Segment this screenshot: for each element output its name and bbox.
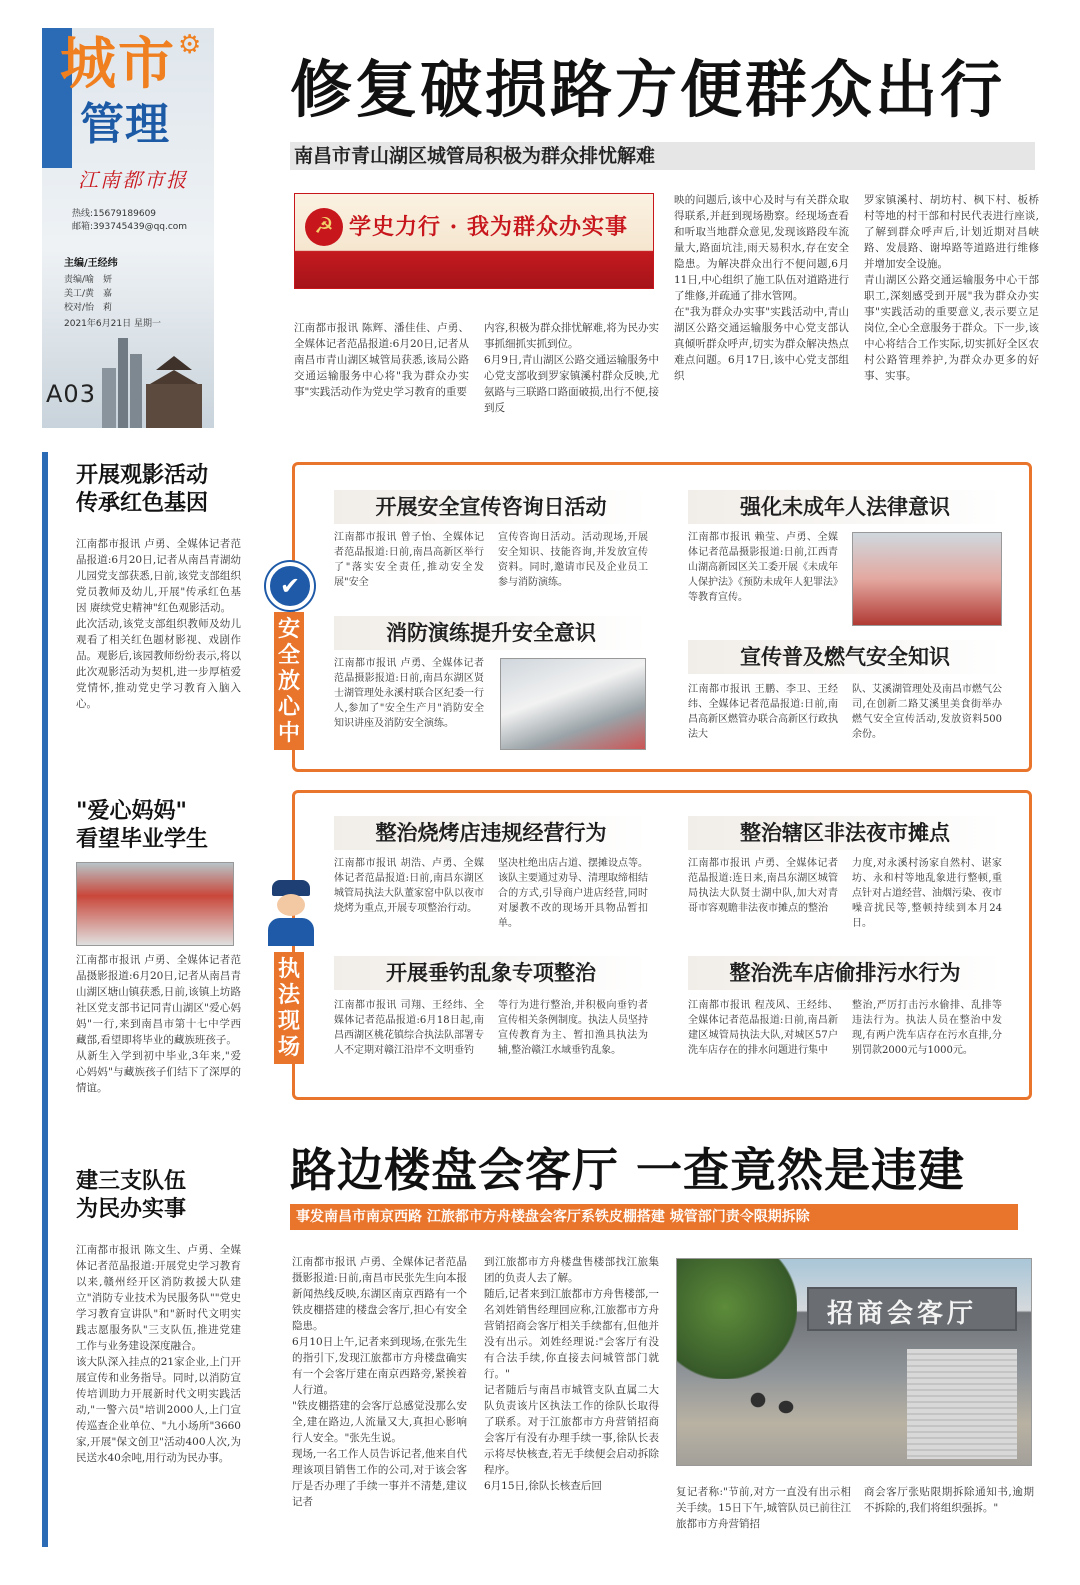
second-col-2: 到江旅都市方舟楼盘售楼部找江旅集团的负责人去了解。 随后,记者来到江旅都市方舟售楼部,一名刘姓销售经理回应称,江旅都市方舟营销招商会客厅相关手续都有,但他并没有出示。刘姓经理说:"会客厅有没有合法手续,你直接去问城管部门就行。" 记者随后与南昌市城管支队直属二大队负责该片区执法工作的徐队长取得了联系。对于江旅都市方舟营销招商会客厅有没有办理手续一事,徐队长表示将尽快核查,若无手续便会启动拆除程序。 6月15日,徐队长核查后回: [484, 1256, 659, 1492]
banner-text: 学史力行 · 我为群众办实事: [349, 214, 628, 240]
second-subheadline: 事发南昌市南京西路 江旅都市方舟楼盘会客厅系铁皮棚搭建 城管部门责令限期拆除: [290, 1204, 1018, 1230]
second-col-1: 江南都市报讯 卢勇、全媒体记者范晶摄影报道:日前,南昌市民张先生向本报新闻热线反映,东湖区南京西路有一个铁皮棚搭建的楼盘会客厅,担心有安全隐患。 6月10日上午,记者来到现场,在张先生的指引下,发现江旅都市方舟楼盘确实有一个会客厅建在南京西路旁,紧挨着人行道。 "铁皮棚搭建的会客厅总感觉没那么安全,建在路边,人流量又大,真担心影响行人安全。"张先生说。 现场,一名工作人员告诉记者,他来自代理该项目销售工作的公司,对于该会客厅是否办理了手续一事并不清楚,建议记者: [292, 1256, 467, 1508]
hotline: 热线:15679189609: [72, 209, 157, 219]
enforcement-title-4: 整治洗车店偷排污水行为: [688, 956, 1002, 990]
enforcement-3-body-b: 等行为进行整治,并积极向垂钓者宣传相关条例制度。执法人员坚持宣传教育为主、暂扣渔具执法为辅,整治赣江水域垂钓乱象。: [498, 1000, 648, 1056]
main-headline: 修复破损路方便群众出行: [290, 53, 1006, 126]
officer-icon: [266, 880, 316, 946]
sales-office-photo: [676, 1258, 1032, 1466]
enforcement-1-body-b: 坚决杜绝出店占道、摆摊设点等。该队主要通过劝导、清理取缔相结合的方式,引导商户进店经营,同时对屡教不改的现场开具物品暂扣单。: [498, 858, 648, 929]
safety-3-body: 江南都市报讯 卢勇、全媒体记者范晶摄影报道:日前,南昌东湖区贤士湖管理处永溪村联合区纪委一行人,参加了"安全生产月"消防安全知识讲座及消防安全演练。: [334, 658, 484, 729]
party-emblem-icon: ☭: [305, 208, 343, 246]
sidebar-2-body: 江南都市报讯 卢勇、全媒体记者范晶摄影报道:6月20日,记者从南昌青山湖区塘山镇获悉,日前,该镇上坊路社区党支部书记同青山湖区"爱心妈妈"一行,来到南昌市第十七中学西藏部,看望即将毕业的藏族班孩子。 从新生入学到初中毕业,3年来,"爱心妈妈"与藏族孩子们结下了深厚的情谊。: [76, 954, 241, 1094]
enforcement-3-body-a: 江南都市报讯 司翔、王经纬、全媒体记者范晶报道:6月18日起,南昌西湖区桃花镇综合执法队部署专人不定期对赣江沿岸不文明垂钓: [334, 1000, 484, 1056]
enforcement-4-body-b: 整治,严厉打击污水偷排、乱排等违法行为。执法人员在整治中发现,有两户洗车店存在污水直排,分别罚款2000元与1000元。: [852, 1000, 1002, 1056]
sidebar-1-headline-2: 传承红色基因: [76, 491, 209, 516]
safety-title-4: 宣传普及燃气安全知识: [688, 640, 1002, 674]
safety-2-photo: [852, 532, 1002, 626]
sidebar-3-headline-1: 建三支队伍: [76, 1169, 187, 1194]
main-col-3: 映的问题后,该中心及时与有关群众取得联系,并赶到现场勘察。经现场查看和听取当地群众意见,发现该路段车流量大,路面坑洼,雨天易积水,存在安全隐患。为解决群众出行不便问题,6月11日,中心组织了施工队伍对道路进行了维修,并疏通了排水管网。 在"我为群众办实事"实践活动中,青山湖区公路交通运输服务中心党支部认真倾听群众呼声,切实为群众解决热点难点问题。6月17日,该中心党支部组织: [674, 194, 849, 382]
main-col-1: 江南都市报讯 陈辉、潘佳佳、卢勇、全媒体记者范晶报道:6月20日,记者从南昌市青山湖区城管局获悉,该局公路交通运输服务中心将"我为群众办实事"实践活动作为党史学习教育的重要: [294, 322, 469, 398]
enforcement-title-3: 开展垂钓乱象专项整治: [334, 956, 648, 990]
sidebar-story-3: [76, 1168, 241, 1547]
safety-4-body-b: 队、艾溪湖管理处及南昌市燃气公司,在创新二路艾溪里美食街举办燃气安全宣传活动,发放资料500余份。: [852, 684, 1002, 740]
sidebar-1-headline-1: 开展观影活动: [76, 463, 209, 488]
photo-sign-text: 招商会客厅: [827, 1299, 978, 1329]
safety-4-body-a: 江南都市报讯 王鹏、李卫、王经纬、全媒体记者范晶报道:日前,南昌高新区燃管办联合高新区行政执法大: [688, 684, 838, 740]
enforcement-section-label: 执法现场: [274, 952, 304, 1064]
sidebar-story-1: [76, 462, 241, 756]
masthead: [42, 28, 214, 428]
email: 邮箱:393745439@qq.com: [72, 222, 188, 232]
art-editor: 美工/黄 嘉: [64, 289, 113, 299]
photo-tree: [677, 1259, 797, 1379]
proofreader: 校对/怡 莉: [64, 303, 113, 313]
second-col-4: 商会客厅张贴限期拆除通知书,逾期不拆除的,我们将组织强拆。": [864, 1486, 1034, 1514]
city-skyline: [98, 328, 210, 428]
shield-check-icon: ✔: [266, 562, 314, 610]
sidebar-rule: [42, 452, 48, 1547]
safety-section-label: 安全放心中: [274, 612, 304, 750]
editor-in-chief: 主编/王经纬: [64, 258, 118, 269]
sidebar-2-photo: [76, 862, 234, 946]
main-col-4: 罗家镇溪村、胡坊村、枫下村、板桥村等地的村干部和村民代表进行座谈,了解到群众呼声后,计划近期对昌峡路、发晨路、谢埠路等道路进行维修并增加安全设施。 青山湖区公路交通运输服务中心干部职工,深刻感受到开展"我为群众办实事"实践活动的重要意义,表示要立足岗位,全心全意服务于群众。下一步,该中心将结合工作实际,切实抓好全区农村公路管理养护,为群众办更多的好事、实事。: [864, 194, 1039, 382]
gear-icon: ⚙: [178, 30, 202, 60]
sidebar-3-body: 江南都市报讯 陈文生、卢勇、全媒体记者范晶报道:开展党史学习教育以来,赣州经开区消防救援大队建立"消防专业技术为民服务队""党史学习教育宣讲队"和"新时代文明实践志愿服务队"三支队伍,推进党建工作与业务建设深度融合。 该大队深入挂点的21家企业,上门开展宣传和业务指导。同时,以消防宣传培训助力开展新时代文明实践活动,"一警六员"培训2000人,上门宣传巡查企业单位、"九小场所"3660家,开展"保文创卫"活动400人次,为民送水40余吨,用行动为民办事。: [76, 1244, 241, 1464]
enforcement-title-1: 整治烧烤店违规经营行为: [334, 816, 648, 850]
editor: 责编/喻 妍: [64, 275, 113, 285]
photo-people: [737, 1379, 807, 1449]
enforcement-1-body-a: 江南都市报讯 胡浩、卢勇、全媒体记者范晶报道:日前,南昌东湖区城管局执法大队董家窑中队以夜市烧烤为重点,开展专项整治行动。: [334, 858, 484, 914]
sidebar-2-headline-2: 看望毕业学生: [76, 827, 209, 852]
safety-title-2: 强化未成年人法律意识: [688, 490, 1002, 524]
photo-shutter: [907, 1349, 1017, 1459]
safety-3-photo: [500, 658, 646, 750]
sidebar-story-2: [76, 798, 241, 1132]
second-headline: 路边楼盘会客厅 一查竟然是违建: [290, 1143, 966, 1197]
sidebar-3-headline-2: 为民办实事: [76, 1197, 187, 1222]
sidebar-1-body: 江南都市报讯 卢勇、全媒体记者范晶报道:6月20日,记者从南昌青湖幼儿园党支部获悉,日前,该党支部组织党员教师及幼儿,开展"传承红色基因 赓续党史精神"红色观影活动。 此次活动,该党支部组织教师及幼儿观看了相关红色题材影视、戏剧作品。观影后,该园教师纷纷表示,将以此次观影活动为契机,进一步厚植爱党情怀,推动党史学习教育入脑入心。: [76, 538, 241, 710]
enforcement-4-body-a: 江南都市报讯 程茂风、王经纬、全媒体记者范晶报道:日前,南昌新建区城管局执法大队,对城区57户洗车店存在的排水问题进行集中: [688, 1000, 838, 1056]
masthead-title-top: 城市: [60, 32, 176, 97]
paper-name-logo: 江南都市报: [78, 168, 188, 192]
main-subheadline: 南昌市青山湖区城管局积极为群众排忧解难: [290, 142, 1035, 170]
page-number: A03: [46, 380, 96, 408]
main-col-2: 内容,积极为群众排忧解难,将为民办实事抓细抓实抓到位。 6月9日,青山湖区公路交通运输服务中心党支部收到罗家镇溪村群众反映,尤氨路与三联路口路面破损,出行不便,接到反: [484, 322, 659, 414]
safety-1-body-b: 宣传咨询日活动。活动现场,开展安全知识、技能咨询,并发放宣传资料。同时,邀请市民及企业员工参与消防演练。: [498, 532, 648, 588]
second-col-3: 复记者称:"节前,对方一直没有出示相关手续。15日下午,城管队员已前往江旅都市方舟营销招: [676, 1486, 851, 1530]
safety-title-1: 开展安全宣传咨询日活动: [334, 490, 648, 524]
issue-date: 2021年6月21日 星期一: [64, 319, 161, 329]
safety-1-body-a: 江南都市报讯 曾子怡、全媒体记者范晶报道:日前,南昌高新区举行了"落实安全责任,推动安全发展"安全: [334, 532, 484, 588]
party-banner: [294, 193, 654, 289]
masthead-title-bottom: 管理: [80, 99, 170, 150]
safety-2-body: 江南都市报讯 赖莹、卢勇、全媒体记者范晶摄影报道:日前,江西青山湖高新园区关工委开展《未成年人保护法》《预防未成年人犯罪法》等教育宣传。: [688, 532, 838, 603]
enforcement-2-body-a: 江南都市报讯 卢勇、全媒体记者范晶报道:连日来,南昌东湖区城管局执法大队贤士湖中队,加大对青哥市容观瞻非法夜市摊点的整治: [688, 858, 838, 914]
enforcement-title-2: 整治辖区非法夜市摊点: [688, 816, 1002, 850]
sidebar-2-headline-1: "爱心妈妈": [76, 799, 187, 824]
enforcement-2-body-b: 力度,对永溪村汤家自然村、谌家坊、永和村等地乱象进行整顿,重点针对占道经营、油烟污染、夜市噪音扰民等,整顿持续到本月24日。: [852, 858, 1002, 929]
safety-title-3: 消防演练提升安全意识: [334, 616, 648, 650]
